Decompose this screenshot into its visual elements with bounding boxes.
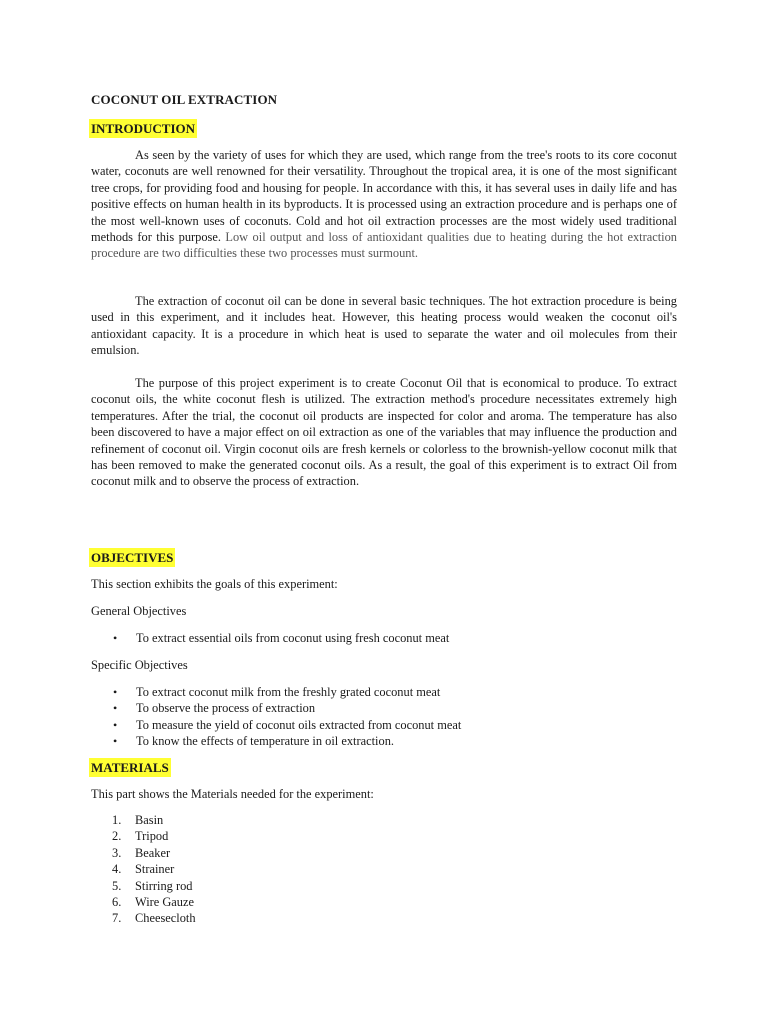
material-number: 4. xyxy=(112,862,122,877)
specific-objectives-label: Specific Objectives xyxy=(91,658,188,672)
introduction-paragraph-3: The purpose of this project experiment is to create Coconut Oil that is economical to produce. To extract coconut oils, the white coconut flesh is utilized. The extraction method's procedure necessitates extremely high temperatures. After the trial, the coconut oil products are inspected for color and aroma. The temperature has also been discovered to have a major effect on oil extraction as one of the variables that may influence the production and refinement of coconut oil. Virgin coconut oils are fresh kernels or colorless to the brownish-yellow coconut milk that has been removed to make the generated coconut oils. As a result, the goal of this experiment is to extract Oil from coconut milk and to observe the process of extraction. xyxy=(91,376,677,489)
material-label: Strainer xyxy=(135,862,175,877)
material-number: 1. xyxy=(112,813,122,827)
material-label: Wire Gauze xyxy=(135,894,195,909)
specific-objective-item: • To extract coconut milk from the freshly grated coconut meat xyxy=(91,684,461,700)
material-number: 2. xyxy=(112,829,122,844)
objectives-intro: This section exhibits the goals of this experiment: xyxy=(91,577,338,591)
introduction-paragraph-1-main: As seen by the variety of uses for which they are used, which range from the tree's roots to its core coconut water, coconuts are well renowned for their versatility. Throughout the tropical area, it is one of the most significant tree crops, for providing food and housing for people. In accordance with this, it has several uses in daily life and has positive effects on human health in its byproducts. It is processed using an extraction procedure and is perhaps one of the most well-known uses of coconuts. Cold and hot oil extraction processes are the most widely used traditional methods for this purpose. xyxy=(91,148,677,245)
material-number: 3. xyxy=(112,845,122,860)
material-label: Beaker xyxy=(135,845,171,860)
materials-list xyxy=(91,812,196,927)
general-objectives-label: General Objectives xyxy=(91,604,187,618)
material-item xyxy=(91,812,196,828)
introduction-paragraph-1-muted: Low oil output and loss of antioxidant qualities due to heating during the hot extraction procedure are two difficulties these two processes must surmount. xyxy=(91,230,677,261)
introduction-heading: INTRODUCTION xyxy=(91,121,196,136)
material-item xyxy=(91,861,196,877)
introduction-paragraph-2: The extraction of coconut oil can be done in several basic techniques. The hot extraction procedure is being used in this experiment, and it includes heat. However, this heating process would weaken the coconut oil's antioxidant capacity. It is a procedure in which heat is used to separate the water and oil molecules from their emulsion. xyxy=(91,294,677,358)
materials-heading: MATERIALS xyxy=(91,760,169,775)
material-item xyxy=(91,828,196,844)
materials-intro: This part shows the Materials needed for the experiment: xyxy=(91,787,374,801)
material-label: Cheesecloth xyxy=(135,911,196,926)
document-title: COCONUT OIL EXTRACTION xyxy=(91,92,278,107)
objectives-heading: OBJECTIVES xyxy=(91,550,174,565)
material-label: Basin xyxy=(135,813,164,827)
specific-objective-item: • To measure the yield of coconut oils extracted from coconut meat xyxy=(91,717,461,733)
material-number: 7. xyxy=(112,911,122,926)
material-label: Tripod xyxy=(135,829,169,844)
material-item xyxy=(91,894,196,910)
introduction-paragraph-1 xyxy=(91,147,677,262)
material-number: 5. xyxy=(112,878,122,893)
specific-objectives-list xyxy=(91,684,461,750)
material-item xyxy=(91,845,196,861)
specific-objective-item: • To observe the process of extraction xyxy=(91,700,461,716)
material-number: 6. xyxy=(112,894,122,909)
material-item xyxy=(91,878,196,894)
general-objective-item: • To extract essential oils from coconut using fresh coconut meat xyxy=(91,630,449,646)
material-label: Stirring rod xyxy=(135,878,193,893)
general-objectives-list xyxy=(91,630,449,646)
specific-objective-item: • To know the effects of temperature in oil extraction. xyxy=(91,733,461,749)
material-item xyxy=(91,910,196,926)
